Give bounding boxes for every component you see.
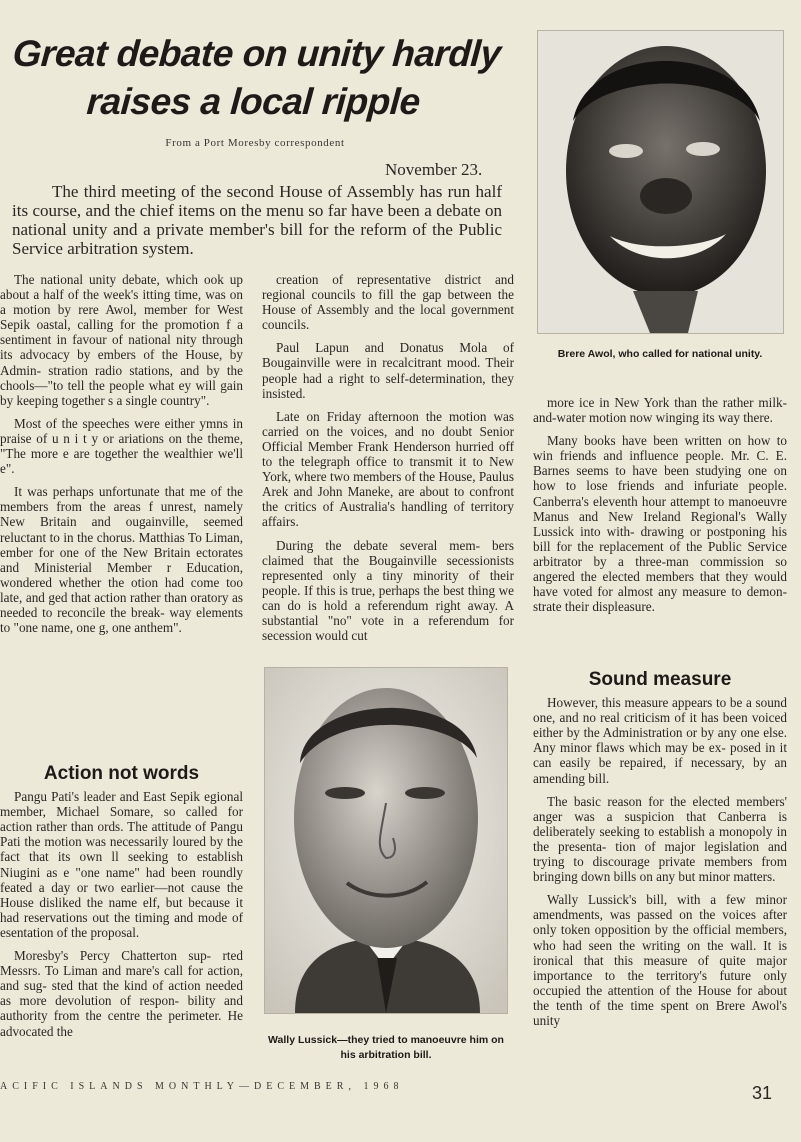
subhead-sound-measure: Sound measure — [588, 669, 732, 690]
paragraph: more ice in New York than the rather milk-and-water motion now winging its way there. — [533, 395, 787, 426]
paragraph: Pangu Pati's leader and East Sepik egional member, Michael Somare, so called for action rather than ords. The attitude of Pangu Pati the motion was necessarily loured by the fact that its own ll seeking to establish Niugini as e "one name" had been roundly feated a day or two earlier—not cause the House disliked the name elf, but because it had reservations out the timing and mode of esentation of the proposal. — [0, 789, 243, 940]
paragraph: During the debate several mem- bers claimed that the Bougainville secessionists represented only a tiny minority of their people. If this is true, perhaps the best thing we can do is hold a referendum right away. A substantial "no" vote in a referendum for secession would cut — [262, 537, 514, 644]
column-2 — [262, 272, 514, 651]
column-1 — [0, 272, 243, 643]
portrait-awol — [538, 31, 783, 333]
paragraph: creation of representative district and regional councils to fill the gap between the House of Assembly and the local government councils. — [262, 272, 514, 333]
byline: From a Port Moresby correspondent — [165, 137, 345, 149]
paragraph: However, this measure appears to be a sound one, and no real criticism of it has been voiced either by the Administration or by any one else. Any minor flaws which may be ex- posed in it can easily be repaired, if necessary, by an amending bill. — [533, 695, 787, 786]
headline-line-1: Great debate on unity hardly — [11, 33, 502, 74]
dateline: November 23. — [385, 160, 483, 179]
page-number: 31 — [752, 1083, 773, 1103]
paragraph: The national unity debate, which ook up about a half of the week's itting time, was on a motion by rere Awol, member for West Sepik oastal, calling for the promotion f a sentiment in favour of national nity through its advocacy by embers of the House, by Admin- stration radio stations, and by the chools—"to tell the people what ey will gain by keeping together s a single country". — [0, 272, 243, 408]
paragraph: Wally Lussick's bill, with a few minor amendments, was passed on the voices after only token opposition by the official members, who had seen the writing on the wall. It is ironical that this measure of quite major importance to the territory's future only occupied the attention of the House for about the tenth of the time spent on Brere Awol's unity — [533, 892, 787, 1028]
paragraph: Paul Lapun and Donatus Mola of Bougainville were in recalcitrant mood. Their people had a right to self-determination, they insisted. — [262, 340, 514, 401]
footer-publication: ACIFIC ISLANDS MONTHLY—DECEMBER, 1968 — [0, 1081, 404, 1092]
paragraph: Late on Friday afternoon the motion was carried on the voices, and no doubt Senior Official Member Frank Henderson hurried off to the telegraph office to transmit it to New York, where two members of the House, Paulus Arek and John Maneke, are about to confront the critics of Australia's handling of territory affairs. — [262, 408, 514, 530]
photo-wally-lussick — [264, 667, 508, 1014]
caption-lussick: Wally Lussick—they tried to manoeuvre him on his arbitration bill. — [268, 1034, 504, 1061]
paragraph: It was perhaps unfortunate that me of the members from the areas f unrest, namely New Britain and ougainville, seemed reluctant to in the chorus. Matthias To Liman, ember for one of the New Britain ectorates and Ministerial Member r Education, wondered whether the otion had come too late, and ged that action rather than oratory as needed to reconcile the break- way elements to "one name, one g, one anthem". — [0, 484, 243, 636]
column-3 — [533, 395, 787, 622]
subhead-action-not-words: Action not words — [43, 763, 200, 784]
photo-brere-awol — [537, 30, 784, 334]
paragraph: The basic reason for the elected members' anger was a suspicion that Canberra is deliberately seeking to establish a monopoly in the presenta- tion of major legislation and trying to discourage private members from bringing down bills on any but minor matters. — [533, 793, 787, 885]
headline-line-2: raises a local ripple — [85, 81, 422, 122]
caption-awol: Brere Awol, who called for national unity. — [557, 348, 763, 360]
intro-paragraph: The third meeting of the second House of Assembly has run half its course, and the chief items on the menu so far have been a debate on national unity and a private member's bill for the reform of the Public Service arbitration system. — [12, 182, 502, 258]
portrait-lussick — [265, 668, 507, 1013]
paragraph: Moresby's Percy Chatterton sup- rted Messrs. To Liman and mare's call for action, and sug- sted that the kind of action needed as more devolution of respon- bility and authority from the centre the perimeter. He advocated the — [0, 948, 243, 1039]
column-1-lower — [0, 763, 243, 1047]
paragraph: Most of the speeches were either ymns in praise of u n i t y or ariations on the theme, "The more e are together the wealthier we'll e". — [0, 415, 243, 477]
column-3-lower — [533, 669, 787, 1036]
headline — [0, 30, 513, 126]
paragraph: Many books have been written on how to win friends and influence people. Mr. C. E. Barnes seems to have been studying one on how to lose friends and infuriate people. Canberra's eleventh hour attempt to manoeuvre Manus and New Ireland Regional's Wally Lussick into with- drawing or postponing his bill for the replacement of the Public Service arbitrator by a three-man commission so angered the elected members that they would have voted for almost any measure to demon- strate their displeasure. — [533, 433, 787, 615]
